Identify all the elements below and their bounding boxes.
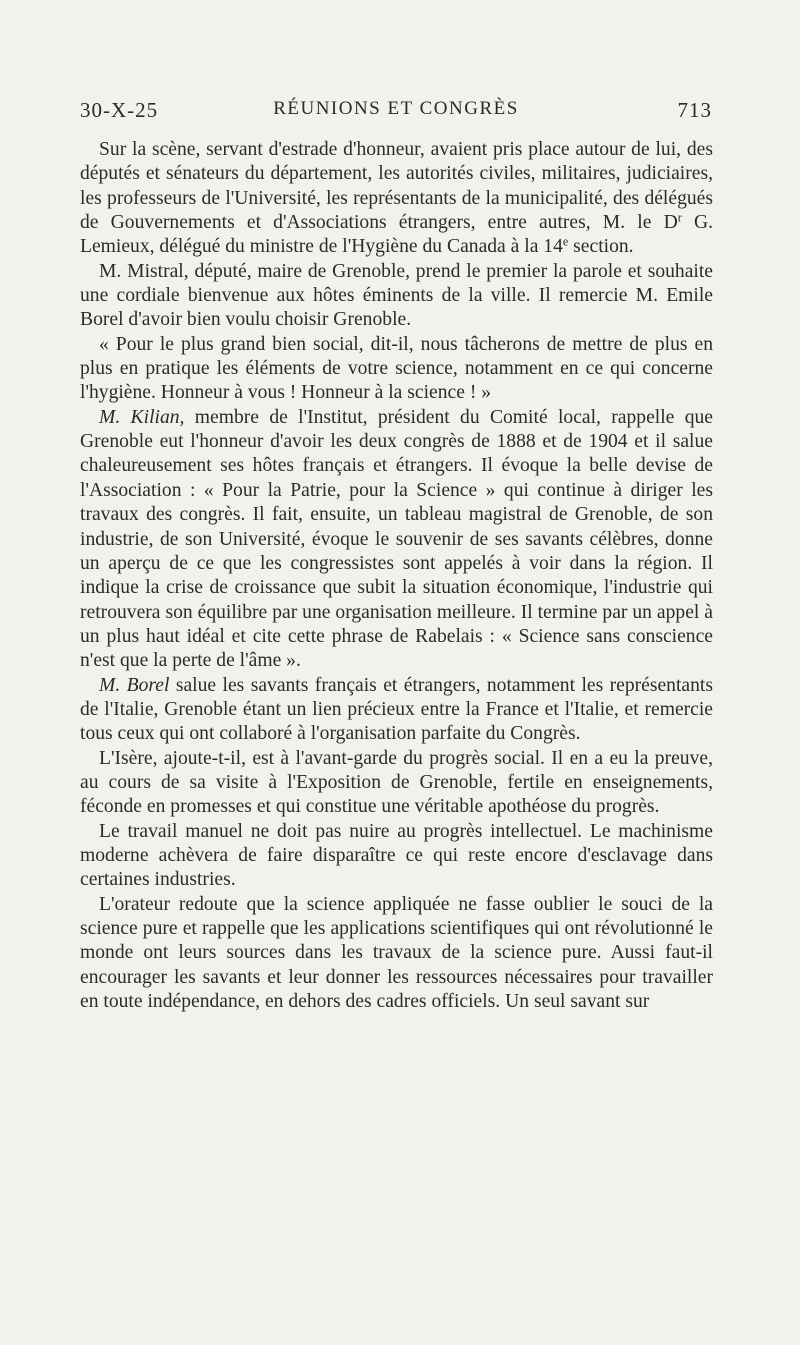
paragraph-8: L'orateur redoute que la science appliquée ne fasse oublier le souci de la science pure et rappelle que les applications scientifiques qui ont révolutionné le monde ont leurs sources dans les travaux de la science pure. Aussi faut-il encourager les savants et leur donner les ressources nécessaires pour travailler en toute indépendance, en dehors des cadres officiels. Un seul savant sur xyxy=(80,893,713,1013)
page-number: 713 xyxy=(677,98,712,122)
header-title: RÉUNIONS ET CONGRÈS xyxy=(273,98,519,119)
speaker-name: M. Borel xyxy=(99,674,170,696)
paragraph-5: M. Borel salue les savants français et étrangers, notamment les représentants de l'Italie, Grenoble étant un lien précieux entre la France et l'Italie, et remercie tous ceux qui ont collaboré à l'organisation parfaite du Congrès. xyxy=(80,674,713,745)
running-header xyxy=(80,98,712,128)
paragraph-3: « Pour le plus grand bien social, dit-il, nous tâcherons de mettre de plus en plus en pratique les éléments de votre science, notamment en ce qui concerne l'hygiène. Honneur à vous ! Honneur à la science ! » xyxy=(80,333,713,404)
paragraph-6: L'Isère, ajoute-t-il, est à l'avant-garde du progrès social. Il en a eu la preuve, au cours de sa visite à l'Exposition de Grenoble, fertile en enseignements, féconde en promesses et qui constitue une véritable apothéose du progrès. xyxy=(80,747,713,818)
paragraph-7: Le travail manuel ne doit pas nuire au progrès intellectuel. Le machinisme moderne achèvera de faire disparaître ce qui reste encore d'esclavage dans certaines industries. xyxy=(80,820,713,891)
paragraph-1: Sur la scène, servant d'estrade d'honneur, avaient pris place autour de lui, des députés et sénateurs du département, les autorités civiles, militaires, judiciaires, les professeurs de l'Université, les représentants de la municipalité, des délégués de Gouvernements et d'Associations étrangers, entre autres, M. le $D^r$ G. Lemieux, délégué du ministre de l'Hygiène du Canada à la 14e section. xyxy=(80,139,713,258)
header-date: 30-X-25 xyxy=(80,98,159,122)
paragraph-4: M. Kilian, membre de l'Institut, président du Comité local, rappelle que Grenoble eut l'honneur d'avoir les deux congrès de 1888 et de 1904 et il salue chaleureusement ses hôtes français et étrangers. Il évoque la belle devise de l'Association : « Pour la Patrie, pour la Science » qui continue à diriger les travaux des congrès. Il fait, ensuite, un tableau magistral de Grenoble, de son industrie, de son Université, évoque le souvenir de ses savants célèbres, donne un aperçu de ce que les congressistes sont appelés à voir dans la région. Il indique la crise de croissance que subit la situation économique, l'industrie qui retrouvera son équilibre par une organisation meilleure. Il termine par un appel à un plus haut idéal et cite cette phrase de Rabelais : « Science sans conscience n'est que la perte de l'âme ». xyxy=(80,406,713,672)
speaker-name: M. Kilian, xyxy=(99,406,185,428)
body-text xyxy=(80,138,713,1014)
paragraph-2: M. Mistral, député, maire de Grenoble, prend le premier la parole et souhaite une cordiale bienvenue aux hôtes éminents de la ville. Il remercie M. Emile Borel d'avoir bien voulu choisir Grenoble. xyxy=(80,260,713,331)
